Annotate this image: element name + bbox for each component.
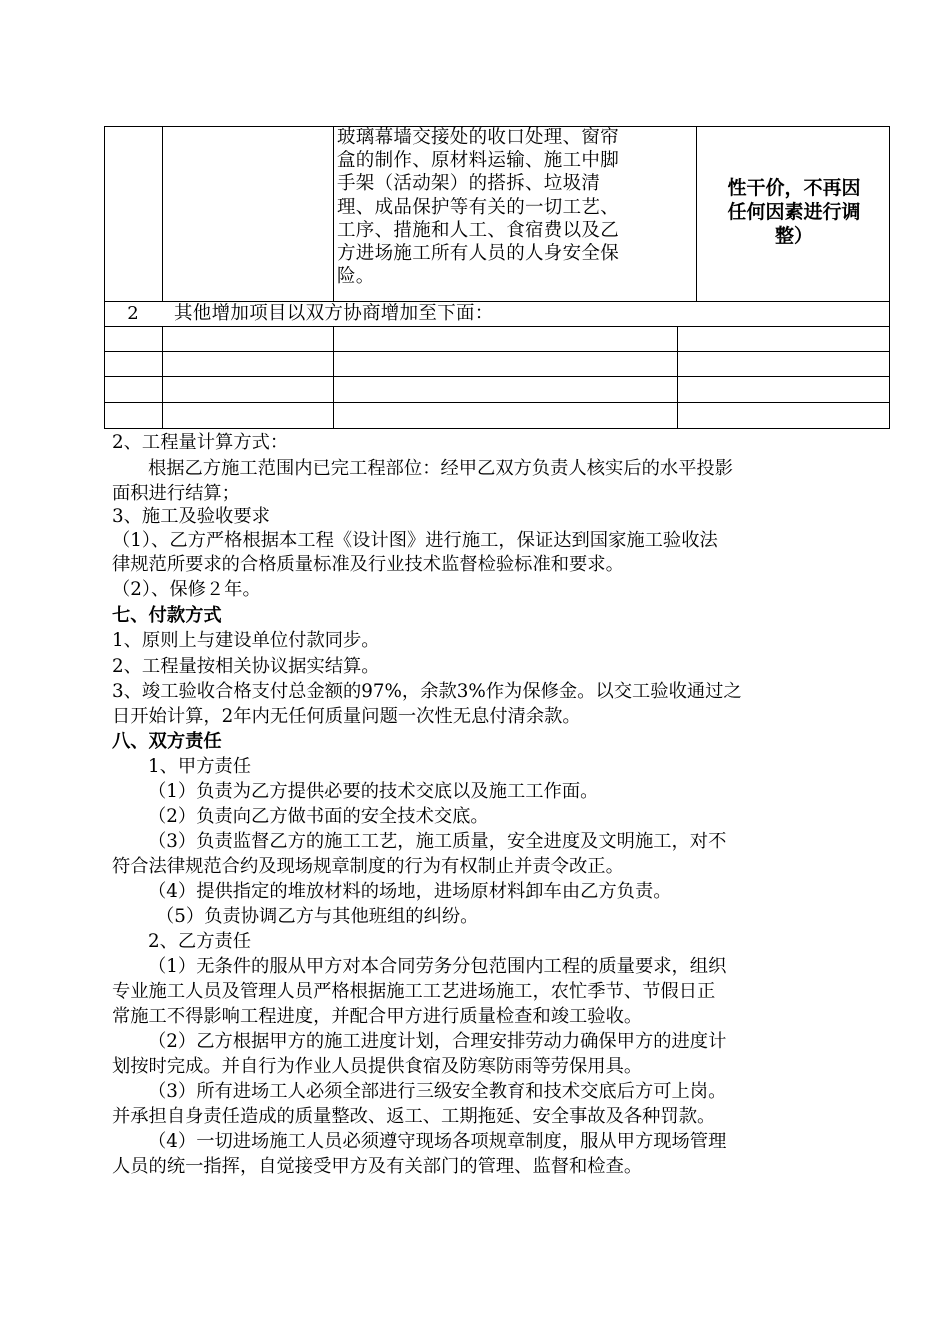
- paragraph-line: （3）所有进场工人必须全部进行三级安全教育和技术交底后方可上岗。: [148, 1081, 727, 1102]
- table-cell-other-items: 其他增加项目以双方协商增加至下面：: [174, 303, 494, 324]
- table-row-divider: [104, 351, 890, 352]
- table-cell-row-number: 2: [127, 303, 139, 324]
- paragraph-line: （5）负责协调乙方与其他班组的纠纷。: [156, 906, 479, 927]
- paragraph-line: （3）负责监督乙方的施工工艺，施工质量，安全进度及文明施工，对不: [148, 831, 727, 852]
- paragraph-line: 划按时完成。并自行为作业人员提供食宿及防寒防雨等劳保用具。: [112, 1056, 643, 1077]
- description-line: 手架（活动架）的搭拆、垃圾清: [337, 173, 601, 195]
- table-row-divider: [104, 402, 890, 403]
- description-line: 方进场施工所有人员的人身安全保: [337, 243, 620, 265]
- paragraph-line: 符合法律规范合约及现场规章制度的行为有权制止并责令改正。: [112, 856, 624, 877]
- paragraph-line: 3、竣工验收合格支付总金额的97%，余款3%作为保修金。以交工验收通过之: [112, 681, 742, 702]
- description-line: 理、成品保护等有关的一切工艺、: [337, 196, 620, 218]
- paragraph-line: 人员的统一指挥，自觉接受甲方及有关部门的管理、监督和检查。: [112, 1156, 643, 1177]
- table-cell-price-note: [700, 176, 888, 248]
- table-col-divider: [677, 326, 678, 428]
- price-note-line: 整）: [774, 225, 813, 247]
- paragraph-line: （1）负责为乙方提供必要的技术交底以及施工工作面。: [148, 781, 599, 802]
- table-col-divider: [333, 326, 334, 428]
- section-heading: 2、乙方责任: [148, 931, 252, 952]
- table-border-right: [889, 126, 890, 429]
- paragraph-line: 律规范所要求的合格质量标准及行业技术监督检验标准和要求。: [112, 554, 624, 575]
- table-row-divider: [104, 326, 890, 327]
- table-cell-description: [337, 126, 689, 288]
- paragraph-line: （2）负责向乙方做书面的安全技术交底。: [148, 806, 489, 827]
- chapter-heading: 八、双方责任: [112, 731, 222, 752]
- chapter-heading: 七、付款方式: [112, 605, 222, 626]
- paragraph-line: （4）一切进场施工人员必须遵守现场各项规章制度，服从甲方现场管理: [148, 1131, 727, 1152]
- paragraph-line: 日开始计算，2年内无任何质量问题一次性无息付清余款。: [112, 706, 581, 727]
- paragraph-line: 并承担自身责任造成的质量整改、返工、工期拖延、安全事故及各种罚款。: [112, 1106, 716, 1127]
- paragraph-line: 面积进行结算；: [112, 483, 240, 504]
- price-note-line: 任何因素进行调: [727, 201, 861, 223]
- price-note-line: 性干价，不再因: [727, 177, 861, 199]
- paragraph-line: （2）乙方根据甲方的施工进度计划，合理安排劳动力确保甲方的进度计: [148, 1031, 727, 1052]
- paragraph-line: （1）、乙方严格根据本工程《设计图》进行施工，保证达到国家施工验收法: [112, 530, 718, 551]
- section-heading: 1、甲方责任: [148, 756, 252, 777]
- section-heading: 3、施工及验收要求: [112, 506, 270, 527]
- paragraph-line: （4）提供指定的堆放材料的场地，进场原材料卸车由乙方负责。: [148, 881, 672, 902]
- table-col-divider: [696, 126, 697, 301]
- section-heading: 2、工程量计算方式：: [112, 432, 289, 453]
- table-row-divider: [104, 376, 890, 377]
- description-line: 盒的制作、原材料运输、施工中脚: [337, 150, 620, 172]
- description-line: 险。: [337, 266, 375, 288]
- paragraph-line: 专业施工人员及管理人员严格根据施工工艺进场施工，农忙季节、节假日正: [112, 981, 716, 1002]
- table-col-divider: [162, 126, 163, 301]
- table-col-divider: [333, 126, 334, 301]
- description-line: 工序、措施和人工、食宿费以及乙: [337, 219, 620, 241]
- table-border-left: [104, 126, 105, 429]
- paragraph-line: （2）、保修２年。: [112, 579, 261, 600]
- paragraph-line: 常施工不得影响工程进度，并配合甲方进行质量检查和竣工验收。: [112, 1006, 643, 1027]
- table-col-divider: [162, 326, 163, 428]
- description-line: 玻璃幕墙交接处的收口处理、窗帘: [337, 127, 620, 148]
- paragraph-line: （1）无条件的服从甲方对本合同劳务分包范围内工程的质量要求，组织: [148, 956, 727, 977]
- table-border-bottom: [104, 428, 890, 429]
- paragraph-line: 2、工程量按相关协议据实结算。: [112, 656, 380, 677]
- paragraph-line: 根据乙方施工范围内已完工程部位：经甲乙双方负责人核实后的水平投影: [148, 458, 733, 479]
- paragraph-line: 1、原则上与建设单位付款同步。: [112, 630, 380, 651]
